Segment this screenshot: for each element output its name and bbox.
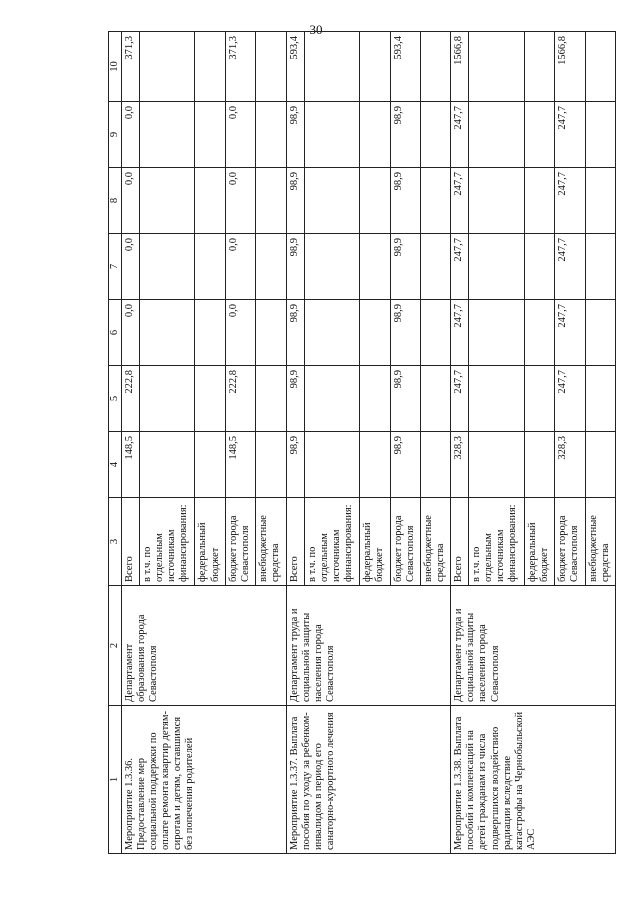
value-cell — [524, 32, 554, 102]
value-cell — [524, 168, 554, 234]
value-cell: 247,7 — [555, 300, 585, 366]
value-cell — [195, 102, 225, 168]
executor-cell: Департамент труда и социальной защиты населения города Севастополя — [286, 586, 451, 706]
page-number: 30 — [309, 22, 323, 37]
value-cell — [420, 366, 450, 432]
value-cell: 1566,8 — [555, 32, 585, 102]
value-cell — [304, 102, 360, 168]
value-cell — [256, 300, 286, 366]
measure-cell: Мероприятие 1.3.37. Выплата пособия по уходу за ребенком-инвалидом в период его санаторно-курортного лечения — [286, 706, 451, 854]
value-cell — [304, 168, 360, 234]
value-cell: 247,7 — [451, 300, 469, 366]
value-cell — [420, 102, 450, 168]
value-cell: 98,9 — [286, 366, 304, 432]
value-cell — [256, 102, 286, 168]
table-row — [286, 32, 304, 854]
column-header: 2 — [109, 586, 122, 706]
value-cell: 0,0 — [122, 300, 140, 366]
value-cell — [256, 432, 286, 498]
column-header: 10 — [109, 32, 122, 102]
value-cell: 328,3 — [555, 432, 585, 498]
value-cell — [524, 366, 554, 432]
value-cell — [360, 102, 390, 168]
value-cell — [469, 168, 525, 234]
column-header: 9 — [109, 102, 122, 168]
value-cell — [256, 168, 286, 234]
value-cell — [585, 366, 615, 432]
value-cell — [195, 168, 225, 234]
value-cell — [420, 168, 450, 234]
funding-source-cell: Всего — [451, 498, 469, 586]
funding-source-cell: бюджет города Севастополя — [555, 498, 585, 586]
value-cell: 98,9 — [286, 432, 304, 498]
funding-source-cell: Всего — [122, 498, 140, 586]
value-cell: 148,5 — [122, 432, 140, 498]
value-cell: 0,0 — [225, 234, 255, 300]
value-cell — [420, 32, 450, 102]
value-cell — [360, 432, 390, 498]
value-cell — [469, 432, 525, 498]
value-cell — [139, 168, 195, 234]
value-cell — [469, 234, 525, 300]
value-cell: 247,7 — [555, 366, 585, 432]
value-cell: 593,4 — [286, 32, 304, 102]
column-header: 6 — [109, 300, 122, 366]
value-cell: 247,7 — [451, 366, 469, 432]
value-cell — [420, 300, 450, 366]
value-cell: 247,7 — [555, 234, 585, 300]
funding-source-cell: в т.ч. по отдельным источникам финансирования: — [139, 498, 195, 586]
measure-cell: Мероприятие 1.3.36. Предоставление мер социальной поддержки по оплате ремонта квартир детям-сиротам и детям, оставшимся без попечения родителей — [122, 706, 287, 854]
value-cell — [195, 300, 225, 366]
value-cell — [524, 432, 554, 498]
table-row — [122, 32, 140, 854]
value-cell — [139, 300, 195, 366]
funding-source-cell: внебюджетные средства — [256, 498, 286, 586]
funding-source-cell: бюджет города Севастополя — [225, 498, 255, 586]
executor-cell: Департамент труда и социальной защиты населения города Севастополя — [451, 586, 616, 706]
value-cell: 98,9 — [286, 102, 304, 168]
value-cell — [195, 234, 225, 300]
value-cell — [585, 168, 615, 234]
value-cell: 371,3 — [225, 32, 255, 102]
value-cell — [360, 366, 390, 432]
value-cell — [304, 432, 360, 498]
funding-source-cell: федеральный бюджет — [360, 498, 390, 586]
value-cell: 222,8 — [122, 366, 140, 432]
value-cell — [195, 366, 225, 432]
value-cell: 98,9 — [390, 234, 420, 300]
funding-source-cell: бюджет города Севастополя — [390, 498, 420, 586]
value-cell: 0,0 — [122, 168, 140, 234]
value-cell — [524, 102, 554, 168]
value-cell: 98,9 — [286, 234, 304, 300]
value-cell: 0,0 — [122, 102, 140, 168]
table-body — [122, 32, 616, 854]
funding-source-cell: в т.ч. по отдельным источникам финансирования: — [304, 498, 360, 586]
executor-cell: Департамент образования города Севастополя — [122, 586, 287, 706]
value-cell: 98,9 — [390, 432, 420, 498]
value-cell — [360, 234, 390, 300]
value-cell — [469, 366, 525, 432]
funding-source-cell: внебюджетные средства — [585, 498, 615, 586]
value-cell: 98,9 — [286, 168, 304, 234]
value-cell: 148,5 — [225, 432, 255, 498]
value-cell — [360, 32, 390, 102]
value-cell: 0,0 — [122, 234, 140, 300]
value-cell: 98,9 — [390, 300, 420, 366]
value-cell: 247,7 — [555, 168, 585, 234]
funding-source-cell: федеральный бюджет — [195, 498, 225, 586]
value-cell — [420, 234, 450, 300]
value-cell — [360, 168, 390, 234]
funding-source-cell: в т.ч. по отдельным источникам финансирования: — [469, 498, 525, 586]
value-cell: 593,4 — [390, 32, 420, 102]
table-row — [451, 32, 469, 854]
column-header: 7 — [109, 234, 122, 300]
value-cell — [585, 102, 615, 168]
value-cell — [420, 432, 450, 498]
value-cell — [256, 366, 286, 432]
value-cell — [195, 32, 225, 102]
value-cell — [469, 102, 525, 168]
value-cell: 247,7 — [451, 102, 469, 168]
value-cell: 328,3 — [451, 432, 469, 498]
value-cell — [524, 234, 554, 300]
value-cell: 0,0 — [225, 102, 255, 168]
value-cell — [469, 300, 525, 366]
measure-cell: Мероприятие 1.3.38. Выплата пособий и компенсаций на детей гражданам из числа подвергшихся воздействию радиации вследствие катастрофы на Чернобыльской АЭС — [451, 706, 616, 854]
value-cell — [195, 432, 225, 498]
funding-source-cell: Всего — [286, 498, 304, 586]
value-cell: 371,3 — [122, 32, 140, 102]
value-cell — [139, 234, 195, 300]
value-cell — [139, 432, 195, 498]
value-cell: 98,9 — [286, 300, 304, 366]
column-header: 1 — [109, 706, 122, 854]
value-cell — [304, 366, 360, 432]
value-cell: 222,8 — [225, 366, 255, 432]
value-cell — [256, 234, 286, 300]
value-cell — [139, 366, 195, 432]
column-header: 4 — [109, 432, 122, 498]
value-cell — [524, 300, 554, 366]
value-cell — [469, 32, 525, 102]
value-cell: 0,0 — [225, 168, 255, 234]
funding-source-cell: федеральный бюджет — [524, 498, 554, 586]
value-cell — [139, 32, 195, 102]
header-row — [109, 32, 122, 854]
value-cell — [360, 300, 390, 366]
value-cell: 98,9 — [390, 102, 420, 168]
value-cell: 98,9 — [390, 168, 420, 234]
value-cell — [585, 432, 615, 498]
value-cell — [585, 300, 615, 366]
value-cell: 0,0 — [225, 300, 255, 366]
value-cell — [585, 32, 615, 102]
value-cell — [585, 234, 615, 300]
finance-table — [108, 31, 616, 854]
value-cell — [304, 32, 360, 102]
value-cell — [304, 300, 360, 366]
column-header: 8 — [109, 168, 122, 234]
value-cell: 247,7 — [451, 234, 469, 300]
column-header: 3 — [109, 498, 122, 586]
column-header: 5 — [109, 366, 122, 432]
value-cell: 98,9 — [390, 366, 420, 432]
value-cell — [139, 102, 195, 168]
value-cell — [256, 32, 286, 102]
rotated-table-wrapper — [108, 36, 616, 854]
value-cell: 247,7 — [555, 102, 585, 168]
funding-source-cell: внебюджетные средства — [420, 498, 450, 586]
value-cell — [304, 234, 360, 300]
value-cell: 1566,8 — [451, 32, 469, 102]
value-cell: 247,7 — [451, 168, 469, 234]
